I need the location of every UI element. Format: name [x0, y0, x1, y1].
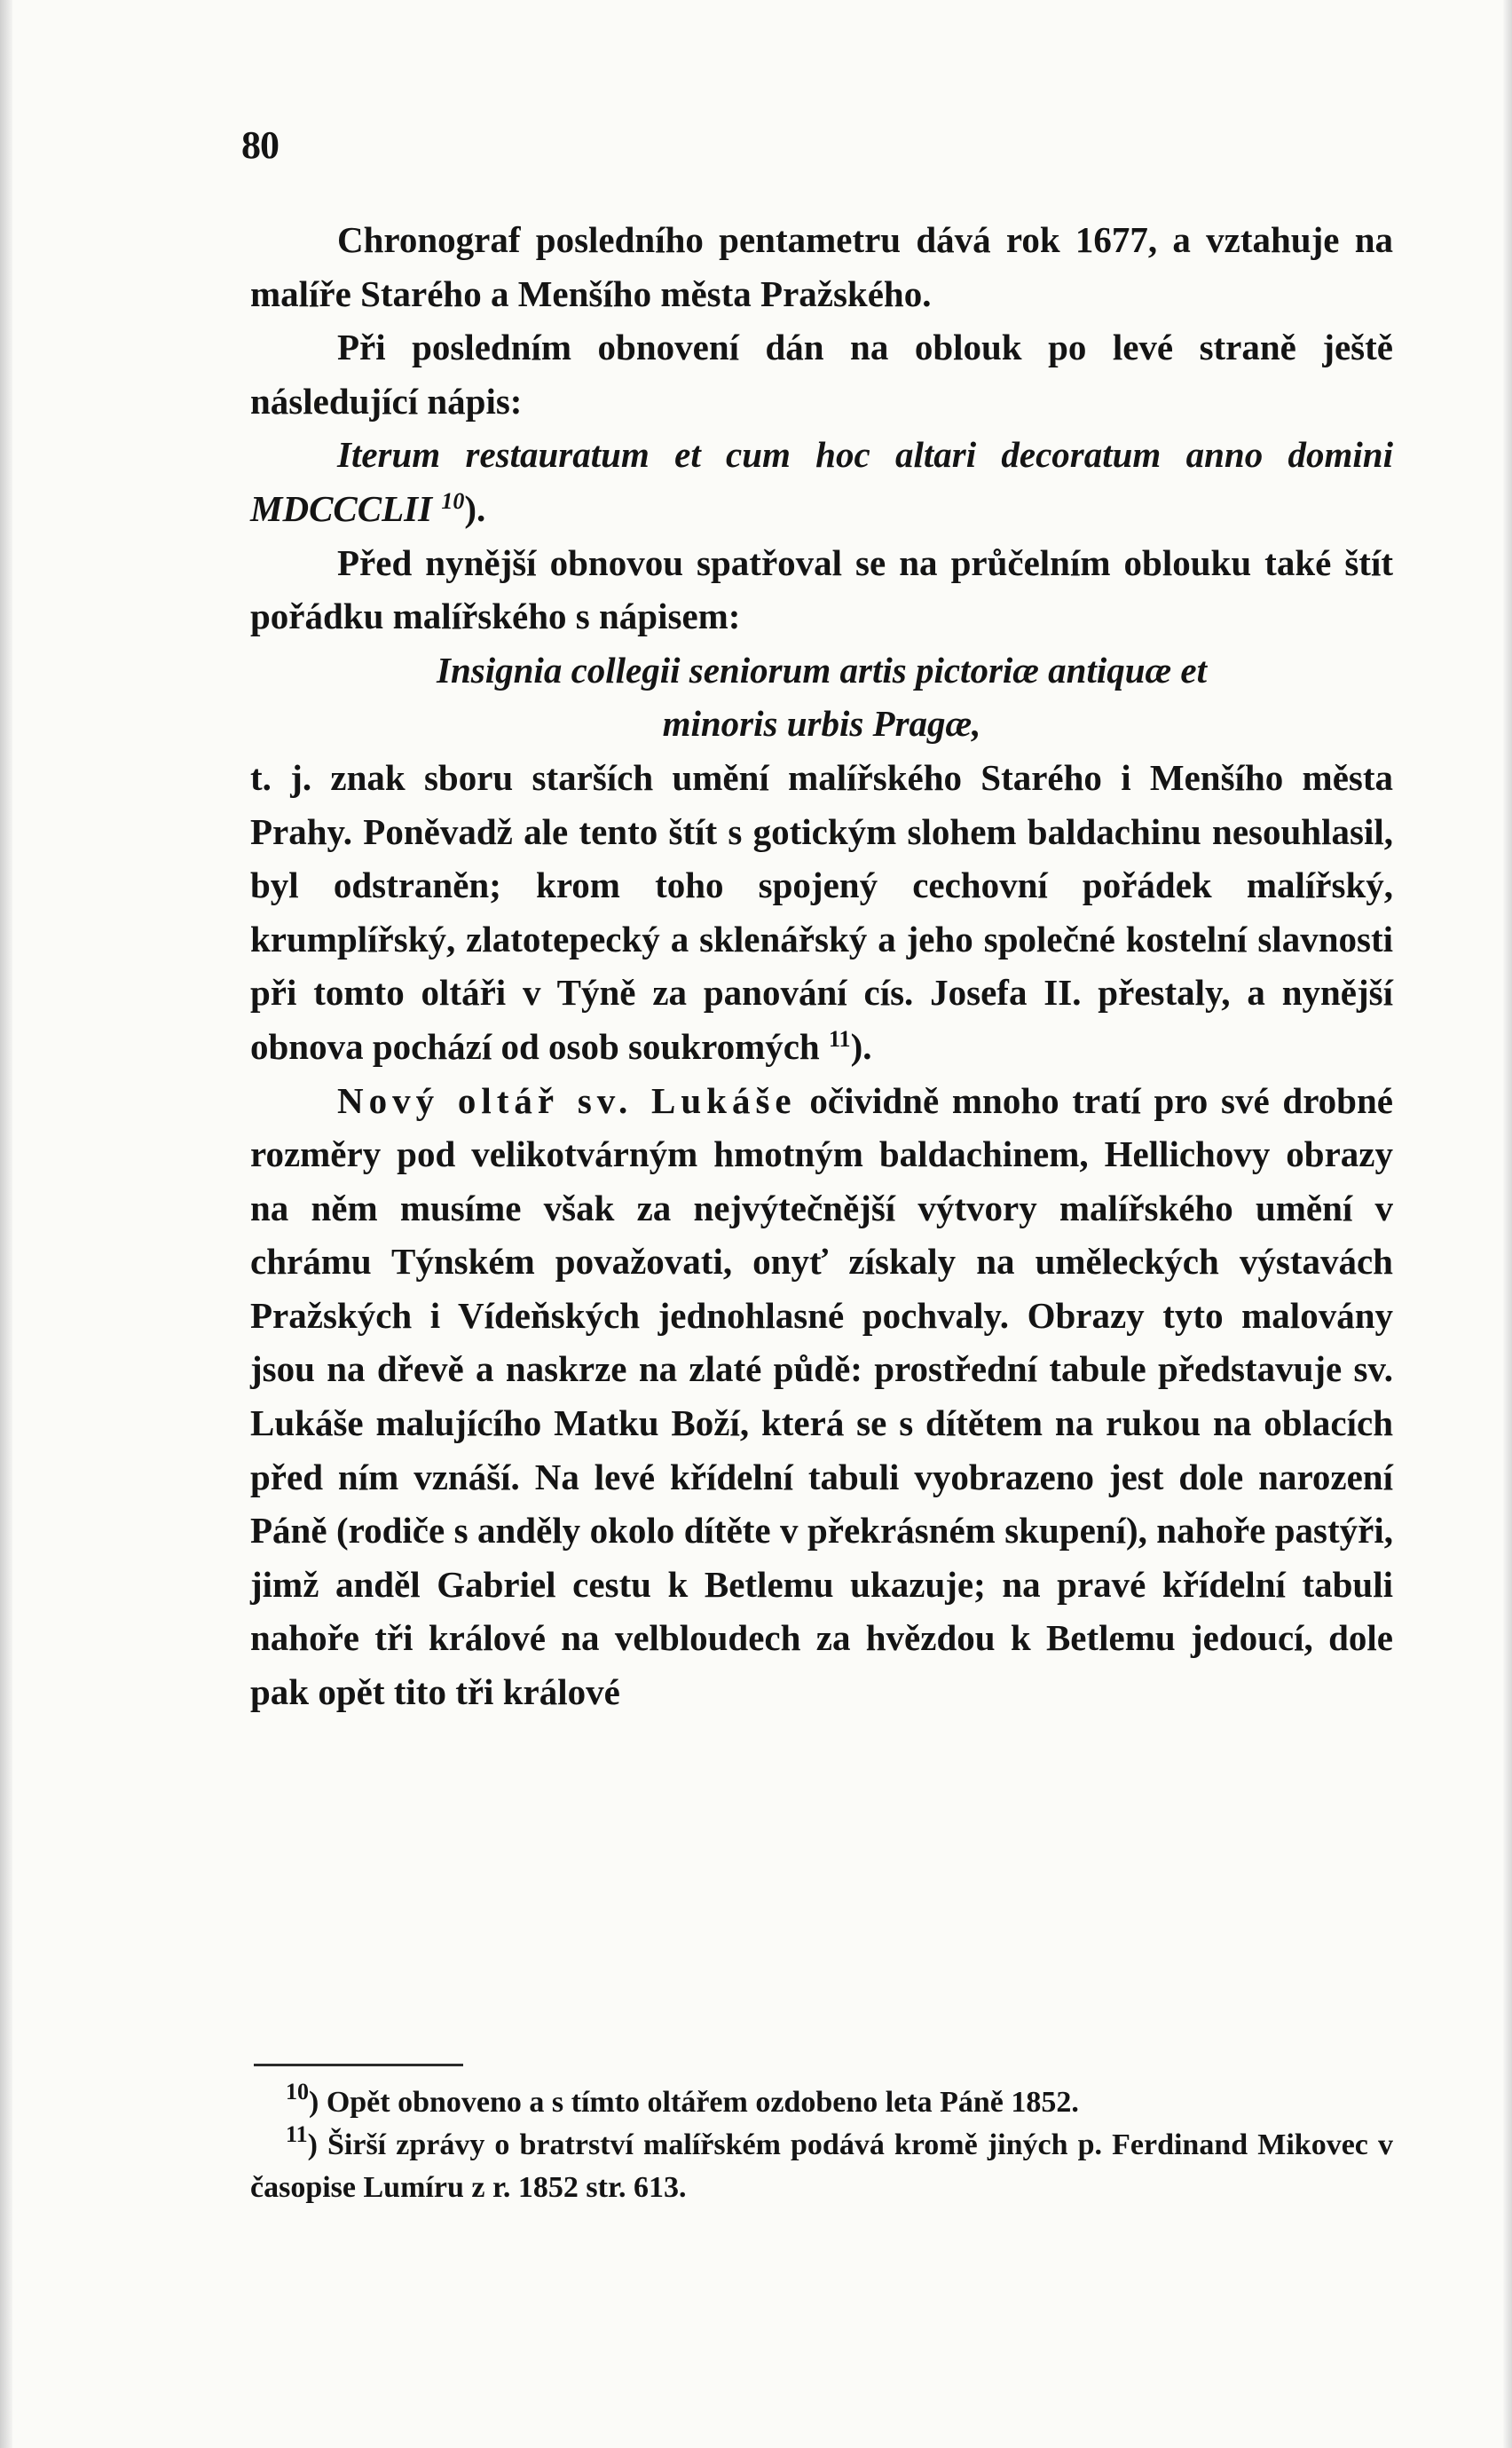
paragraph-guild-shield: Před nynější obnovou spatřoval se na průčelním oblouku také štít pořádku malířského s nápisem: [250, 541, 1393, 637]
guild-history-close: ). [850, 1025, 872, 1067]
footnote-10-number: 10 [286, 2079, 309, 2104]
new-altar-text: očividně mnoho tratí pro své drobné rozměry pod velikotvárným hmotným baldachinem, Hellichovy obrazy na něm musíme však za nejvýtečnější výtvory malířského umění v chrámu Týnském považovati, onyť získaly na uměleckých výstavách Pražských i Vídeňských jednohlasné pochvaly. Obrazy tyto malovány jsou na dřevě a naskrze na zlaté půdě: prostřední tabule představuje sv. Lukáše malujícího Matku Boží, která se s dítětem na rukou na oblacích před ním vznáší. Na levé křídelní tabuli vyobrazeno jest dole narození Páně (rodiče s anděly okolo dítěte v překrásném skupení), nahoře pastýři, jimž anděl Gabriel cestu k Betlemu ukazuje; na pravé křídelní tabuli nahoře tři králové na velbloudech za hvězdou k Betlemu jedoucí, dole pak opět tito tři králové [250, 1079, 1393, 1713]
footnote-10 [250, 2081, 1393, 2124]
footnote-rule [254, 2064, 463, 2066]
footnote-10-text: ) Opět obnoveno a s tímto oltářem ozdobeno leta Páně 1852. [309, 2086, 1079, 2119]
page-edge-left [0, 0, 12, 2448]
new-altar-heading: Nový oltář sv. Lukáše [337, 1079, 797, 1121]
page-number: 80 [241, 123, 279, 167]
paragraph-renovation: Při posledním obnovení dán na oblouk po levé straně ještě následující nápis: [250, 327, 1393, 422]
paragraph-new-altar [250, 1074, 1393, 1719]
inscription-close: ). [464, 487, 486, 529]
inscription-latin [250, 428, 1393, 535]
page-edge-right [1503, 0, 1512, 2448]
guild-inscription-line-1: Insignia collegii seniorum artis pictoriæ antiquæ et [437, 649, 1207, 691]
footnote-11-number: 11 [286, 2121, 308, 2147]
footnotes [250, 2081, 1393, 2209]
footnote-11 [250, 2121, 1393, 2209]
paragraph-chronogram: Chronograf posledního pentametru dává rok 1677, a vztahuje na malíře Starého a Menšího města Pražského. [250, 219, 1393, 314]
main-text [250, 213, 1393, 1719]
guild-inscription-line-2: minoris urbis Pragæ, [662, 703, 981, 745]
footnote-ref-10: 10 [441, 487, 465, 514]
inscription-text: Iterum restauratum et cum hoc altari decoratum anno domini MDCCCLII [250, 434, 1393, 529]
footnote-11-text: ) Širší zprávy o bratrství malířském podává kromě jiných p. Ferdinand Mikovec v časopise Lumíru z r. 1852 str. 613. [250, 2128, 1393, 2204]
paragraph-guild-history [250, 751, 1393, 1074]
footnote-ref-11: 11 [828, 1025, 851, 1052]
guild-history-text: t. j. znak sboru starších umění malířského Starého i Menšího města Prahy. Poněvadž ale tento štít s gotickým slohem baldachinu nesouhlasil, byl odstraněn; krom toho spojený cechovní pořádek malířský, krumplířský, zlatotepecký a sklenářský a jeho společné kostelní slavnosti při tomto oltáři v Týně za panování cís. Josefa II. přestaly, a nynější obnova pochází od osob soukromých [250, 756, 1393, 1067]
